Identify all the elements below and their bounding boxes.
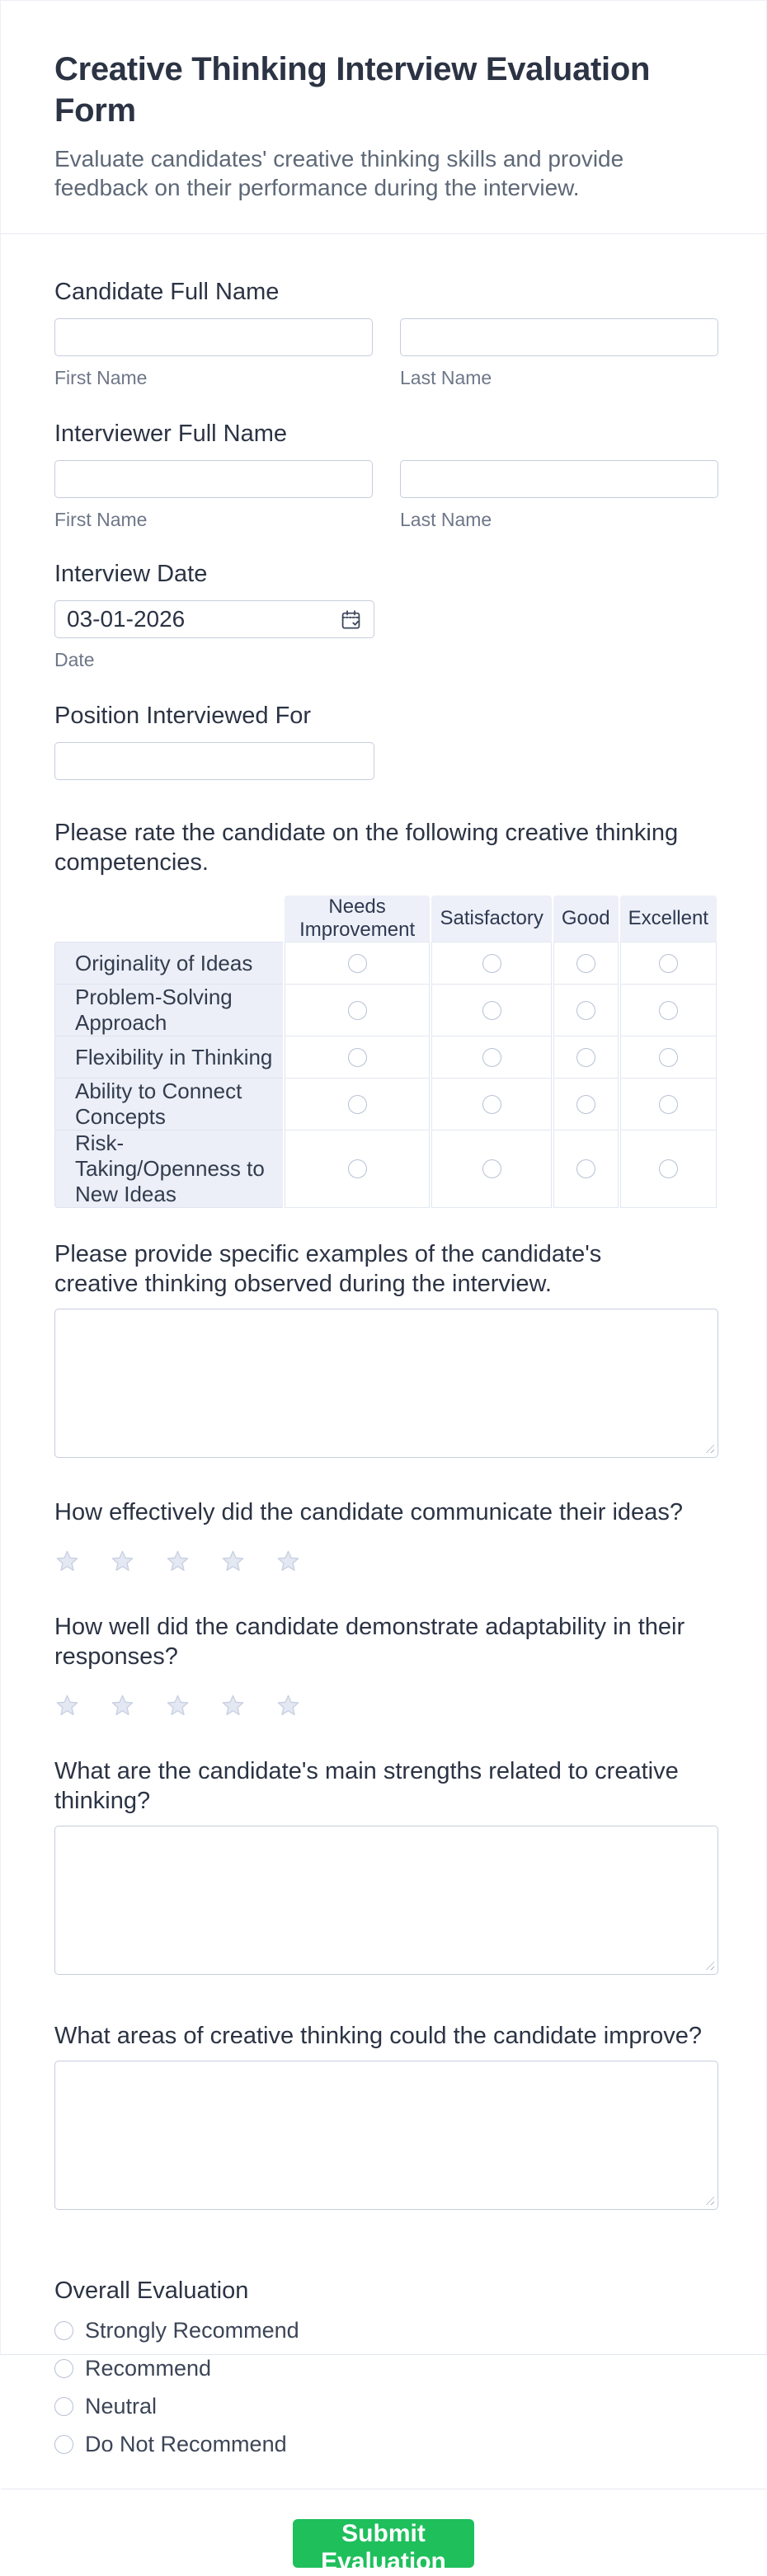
interviewer-first-name-sublabel: First Name	[54, 509, 148, 530]
overall-option[interactable]	[54, 2356, 718, 2381]
field-adaptability-rating	[54, 1612, 718, 1718]
star-icon[interactable]	[54, 1693, 80, 1718]
rating-radio[interactable]	[659, 1095, 678, 1114]
overall-option[interactable]	[54, 2394, 718, 2419]
star-icon[interactable]	[110, 1549, 135, 1574]
rating-table-question: Please rate the candidate on the following creative thinking competencies.	[54, 820, 679, 876]
submit-button[interactable]: Submit Evaluation	[293, 2519, 474, 2568]
rating-radio[interactable]	[348, 1001, 367, 1020]
rating-table-row	[54, 1130, 717, 1208]
rating-radio[interactable]	[576, 1095, 595, 1114]
overall-option-label: Do Not Recommend	[85, 2432, 287, 2456]
interviewer-last-name-sublabel: Last Name	[400, 509, 492, 530]
improvements-question: What areas of creative thinking could the candidate improve?	[54, 2023, 703, 2049]
strengths-textarea[interactable]	[54, 1826, 718, 1975]
star-icon[interactable]	[220, 1693, 246, 1718]
rating-table-header-row	[54, 895, 717, 942]
rating-row-label: Problem-Solving Approach	[54, 984, 283, 1036]
radio-icon[interactable]	[54, 2435, 73, 2454]
field-candidate-name	[54, 277, 718, 389]
rating-radio[interactable]	[482, 1001, 501, 1020]
star-icon[interactable]	[110, 1693, 135, 1718]
interviewer-name-label: Interviewer Full Name	[54, 421, 288, 447]
form-body	[1, 234, 766, 2457]
rating-table-row	[54, 1078, 717, 1130]
candidate-first-name-sublabel: First Name	[54, 367, 148, 388]
rating-radio[interactable]	[659, 954, 678, 973]
rating-column-header: Excellent	[620, 895, 717, 942]
star-icon[interactable]	[54, 1549, 80, 1574]
rating-column-header: Needs Improvement	[285, 895, 431, 942]
field-interview-date	[54, 559, 718, 671]
field-strengths	[54, 1756, 718, 1975]
form-title: Creative Thinking Interview Evaluation Form	[54, 51, 651, 129]
overall-option-label: Recommend	[85, 2356, 212, 2381]
field-rating-table	[54, 818, 718, 1208]
field-position	[54, 701, 718, 780]
strengths-question: What are the candidate's main strengths related to creative thinking?	[54, 1758, 679, 1814]
overall-evaluation-label: Overall Evaluation	[54, 2278, 249, 2304]
star-icon[interactable]	[275, 1549, 301, 1574]
field-improvements	[54, 2021, 718, 2210]
rating-radio[interactable]	[482, 1095, 501, 1114]
candidate-name-label: Candidate Full Name	[54, 279, 280, 305]
rating-radio[interactable]	[348, 1095, 367, 1114]
star-icon[interactable]	[165, 1549, 191, 1574]
rating-radio[interactable]	[348, 1048, 367, 1067]
rating-radio[interactable]	[576, 1001, 595, 1020]
star-icon[interactable]	[165, 1693, 191, 1718]
communication-star-rating	[54, 1549, 718, 1574]
field-interviewer-name	[54, 419, 718, 531]
rating-row-label: Risk-Taking/Openness to New Ideas	[54, 1130, 283, 1208]
examples-textarea[interactable]	[54, 1309, 718, 1458]
rating-column-header: Satisfactory	[431, 895, 551, 942]
communication-question: How effectively did the candidate communicate their ideas?	[54, 1499, 683, 1525]
overall-option-label: Strongly Recommend	[85, 2318, 299, 2343]
rating-radio[interactable]	[482, 1159, 501, 1178]
candidate-last-name-sublabel: Last Name	[400, 367, 492, 388]
improvements-textarea[interactable]	[54, 2061, 718, 2210]
form-description: Evaluate candidates' creative thinking skills and provide feedback on their performance during the interview.	[54, 146, 624, 200]
rating-table-row	[54, 1036, 717, 1078]
rating-radio[interactable]	[659, 1159, 678, 1178]
rating-radio[interactable]	[482, 1048, 501, 1067]
radio-icon[interactable]	[54, 2321, 73, 2340]
interview-date-label: Interview Date	[54, 561, 208, 587]
rating-table-row	[54, 984, 717, 1036]
rating-row-label: Originality of Ideas	[54, 942, 283, 984]
overall-option[interactable]	[54, 2432, 718, 2457]
field-examples	[54, 1239, 718, 1458]
star-icon[interactable]	[275, 1693, 301, 1718]
examples-question: Please provide specific examples of the candidate's creative thinking observed during the interview.	[54, 1241, 602, 1297]
rating-radio[interactable]	[659, 1001, 678, 1020]
interview-date-sublabel: Date	[54, 649, 95, 670]
radio-icon[interactable]	[54, 2397, 73, 2416]
rating-radio[interactable]	[659, 1048, 678, 1067]
overall-option[interactable]	[54, 2318, 718, 2343]
interviewer-last-name-input[interactable]	[400, 460, 718, 498]
rating-table-row	[54, 942, 717, 984]
radio-icon[interactable]	[54, 2359, 73, 2378]
adaptability-star-rating	[54, 1693, 718, 1718]
rating-row-label: Ability to Connect Concepts	[54, 1078, 283, 1130]
candidate-first-name-input[interactable]	[54, 318, 373, 356]
interviewer-first-name-input[interactable]	[54, 460, 373, 498]
rating-radio[interactable]	[576, 954, 595, 973]
rating-row-label: Flexibility in Thinking	[54, 1036, 283, 1078]
overall-option-label: Neutral	[85, 2394, 158, 2419]
rating-table-corner-cell	[54, 895, 283, 942]
field-overall-evaluation	[54, 2276, 718, 2457]
rating-radio[interactable]	[576, 1159, 595, 1178]
position-label: Position Interviewed For	[54, 703, 312, 729]
rating-table	[53, 895, 718, 1208]
field-communication-rating	[54, 1497, 718, 1574]
rating-radio[interactable]	[482, 954, 501, 973]
rating-radio[interactable]	[348, 954, 367, 973]
rating-radio[interactable]	[576, 1048, 595, 1067]
position-input[interactable]	[54, 742, 374, 780]
candidate-last-name-input[interactable]	[400, 318, 718, 356]
form-header	[1, 1, 766, 202]
rating-column-header: Good	[553, 895, 619, 942]
rating-radio[interactable]	[348, 1159, 367, 1178]
interview-date-input[interactable]	[54, 600, 374, 638]
star-icon[interactable]	[220, 1549, 246, 1574]
adaptability-question: How well did the candidate demonstrate adaptability in their responses?	[54, 1614, 685, 1670]
